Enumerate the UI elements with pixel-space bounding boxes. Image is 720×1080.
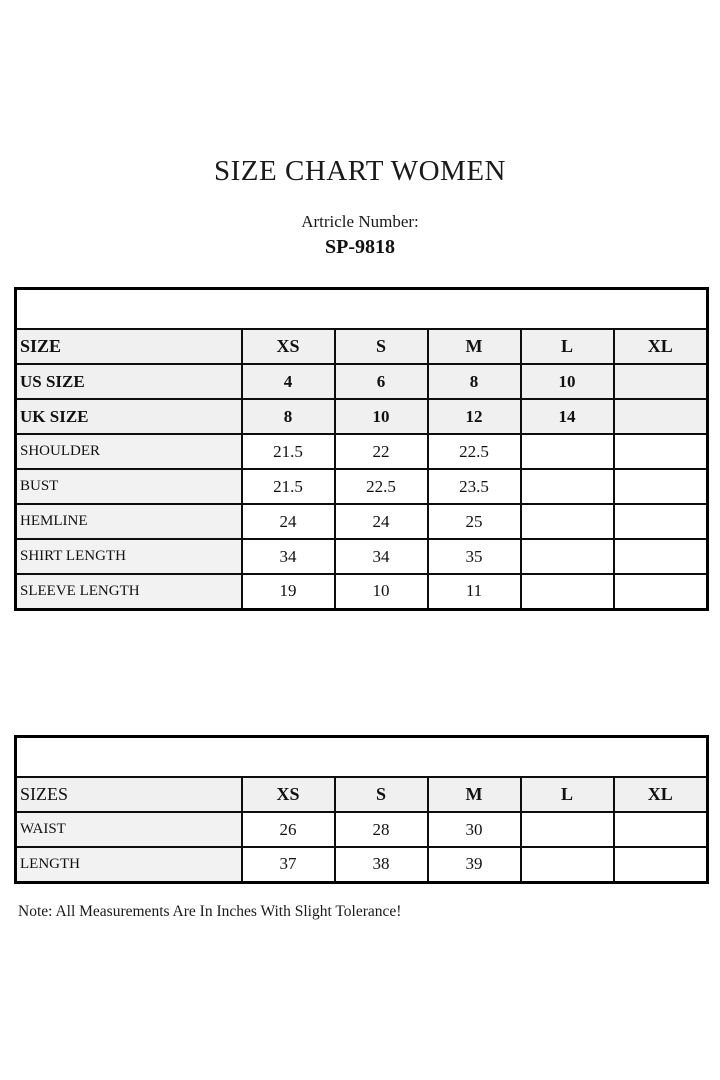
- value-cell: 10: [521, 364, 614, 399]
- shirt-size-table: [14, 287, 709, 611]
- value-cell: 8: [428, 364, 521, 399]
- column-header-s: S: [335, 329, 428, 364]
- row-label: BUST: [16, 469, 242, 504]
- value-cell: 28: [335, 812, 428, 847]
- value-cell: [521, 434, 614, 469]
- measurement-note: Note: All Measurements Are In Inches With Slight Tolerance!: [18, 903, 402, 920]
- value-cell: [614, 469, 708, 504]
- value-cell: 22.5: [428, 434, 521, 469]
- value-cell: 25: [428, 504, 521, 539]
- value-cell: 10: [335, 399, 428, 434]
- value-cell: 21.5: [242, 434, 335, 469]
- value-cell: 11: [428, 574, 521, 609]
- value-cell: 22.5: [335, 469, 428, 504]
- column-header-sizes: SIZES: [16, 777, 242, 812]
- value-cell: 24: [335, 504, 428, 539]
- table-row-waist: [16, 812, 708, 847]
- column-header-s: S: [335, 777, 428, 812]
- article-number-value: SP-9818: [325, 236, 395, 258]
- value-cell: 34: [242, 539, 335, 574]
- value-cell: [521, 847, 614, 882]
- column-header-xs: XS: [242, 777, 335, 812]
- row-label: LENGTH: [16, 847, 242, 882]
- row-label: SLEEVE LENGTH: [16, 574, 242, 609]
- value-cell: 39: [428, 847, 521, 882]
- table-row-length: [16, 847, 708, 882]
- value-cell: [614, 539, 708, 574]
- table-row-us-size: [16, 364, 708, 399]
- value-cell: 30: [428, 812, 521, 847]
- value-cell: 26: [242, 812, 335, 847]
- value-cell: [614, 364, 708, 399]
- column-header-m: M: [428, 777, 521, 812]
- column-header-size: SIZE: [16, 329, 242, 364]
- value-cell: 8: [242, 399, 335, 434]
- row-label: US SIZE: [16, 364, 242, 399]
- shirt-table-title: SHIRT: [16, 289, 708, 330]
- column-header-l: L: [521, 329, 614, 364]
- value-cell: 35: [428, 539, 521, 574]
- article-number-label: Artricle Number:: [301, 212, 419, 231]
- table-row-bust: [16, 469, 708, 504]
- table-row-shirt-length: [16, 539, 708, 574]
- trouser-table-band: [16, 737, 708, 778]
- column-header-xl: XL: [614, 777, 708, 812]
- row-label: SHOULDER: [16, 434, 242, 469]
- value-cell: 4: [242, 364, 335, 399]
- page-title: SIZE CHART WOMEN: [214, 155, 506, 187]
- value-cell: [521, 574, 614, 609]
- value-cell: [614, 434, 708, 469]
- row-label: WAIST: [16, 812, 242, 847]
- table-row-uk-size: [16, 399, 708, 434]
- table-row-hemline: [16, 504, 708, 539]
- value-cell: [521, 539, 614, 574]
- value-cell: 21.5: [242, 469, 335, 504]
- value-cell: [614, 574, 708, 609]
- shirt-columns-row: [16, 329, 708, 364]
- table-row-shoulder: [16, 434, 708, 469]
- trouser-table-title: TROUSER: [16, 737, 708, 778]
- value-cell: 37: [242, 847, 335, 882]
- value-cell: 34: [335, 539, 428, 574]
- value-cell: 22: [335, 434, 428, 469]
- value-cell: [521, 812, 614, 847]
- column-header-xl: XL: [614, 329, 708, 364]
- value-cell: [614, 399, 708, 434]
- value-cell: 38: [335, 847, 428, 882]
- row-label: HEMLINE: [16, 504, 242, 539]
- row-label: SHIRT LENGTH: [16, 539, 242, 574]
- trouser-size-table: [14, 735, 709, 884]
- value-cell: [521, 469, 614, 504]
- value-cell: 14: [521, 399, 614, 434]
- row-label: UK SIZE: [16, 399, 242, 434]
- value-cell: 6: [335, 364, 428, 399]
- value-cell: 12: [428, 399, 521, 434]
- value-cell: [614, 504, 708, 539]
- column-header-l: L: [521, 777, 614, 812]
- trouser-columns-row: [16, 777, 708, 812]
- value-cell: 10: [335, 574, 428, 609]
- value-cell: [614, 812, 708, 847]
- column-header-m: M: [428, 329, 521, 364]
- value-cell: 19: [242, 574, 335, 609]
- value-cell: [521, 504, 614, 539]
- value-cell: 23.5: [428, 469, 521, 504]
- value-cell: 24: [242, 504, 335, 539]
- table-row-sleeve-length: [16, 574, 708, 609]
- column-header-xs: XS: [242, 329, 335, 364]
- value-cell: [614, 847, 708, 882]
- shirt-table-band: [16, 289, 708, 330]
